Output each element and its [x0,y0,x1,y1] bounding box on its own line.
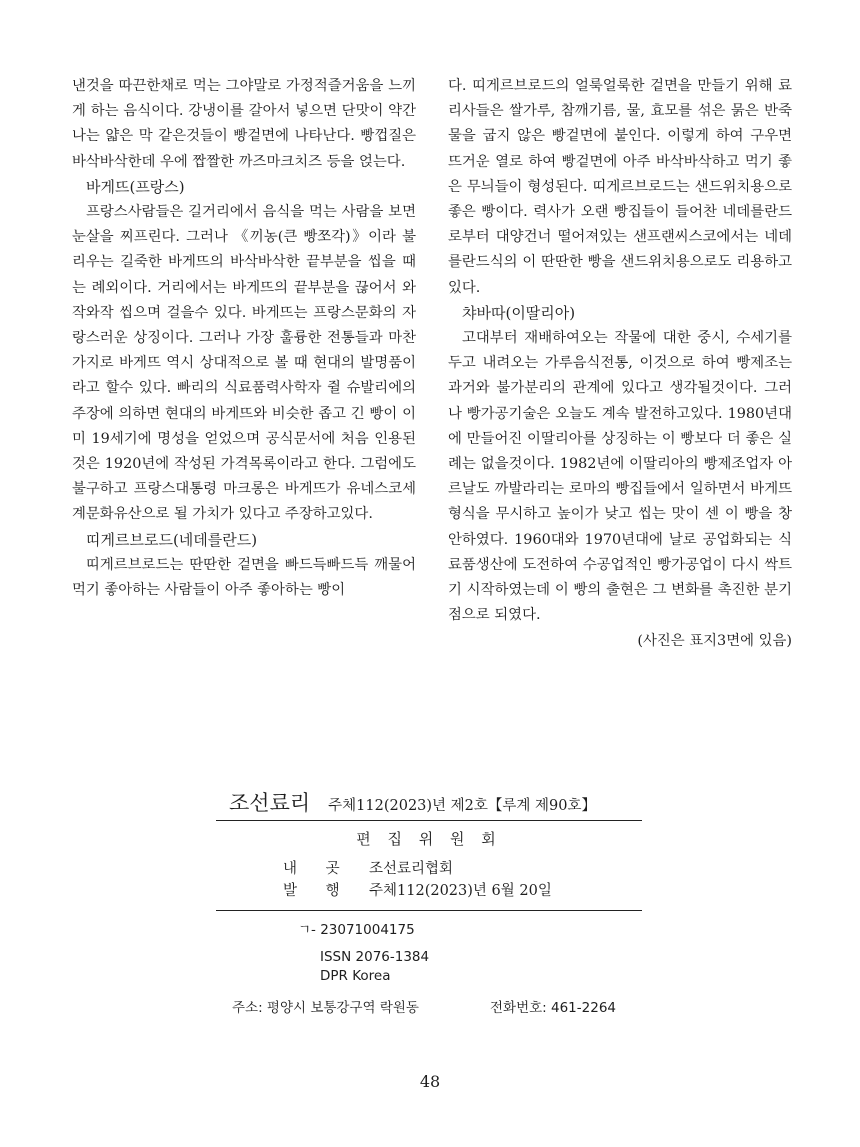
country: DPR Korea [320,968,391,984]
article-paragraph: 낸것을 따끈한채로 먹는 그야말로 가정적즐거움을 느끼게 하는 음식이다. 강냉이를 갈아서 넣으면 단맛이 약간 나는 얇은 막 같은것들이 빵겉면에 나타난다. 빵껍질은 바삭바삭한데 우에 짭짤한 까즈마크치즈 등을 얹는다. [72,78,416,170]
article-right-column [448,74,792,655]
registration-number: ㄱ- 23071004175 [298,922,415,938]
section-heading: 띠게르브로드(네데를란드) [86,530,258,549]
phone-number: 전화번호: 461-2264 [490,1000,616,1016]
publish-date-row [283,879,552,900]
page-number: 48 [419,1072,441,1091]
masthead [229,787,641,817]
article-paragraph: 다. 띠게르브로드의 얼룩얼룩한 겉면을 만들기 위해 료리사들은 쌀가루, 참깨기름, 물, 효모를 섞은 묽은 반죽물을 굽지 않은 빵겉면에 붙인다. 이렇게 하여 구우면 뜨거운 열로 하여 빵겉면에 아주 바삭바삭하고 먹기 좋은 무늬들이 형성된다. 띠게르브로드는 샌드위치용으로 좋은 빵이다. 력사가 오랜 빵집들이 들어찬 네데를란드로부터 대양건너 떨어져있는 샌프랜씨스코에서는 네데를란드식의 이 딴딴한 빵을 샌드위치용으로도 리용하고있다. [448,78,792,296]
publisher-row [283,857,453,878]
article-paragraph: 고대부터 재배하여오는 작물에 대한 중시, 수세기를 두고 내려오는 가루음식전통, 이것으로 하여 빵제조는 과거와 불가분리의 관계에 있다고 생각될것이다. 그러나 빵가공기술은 오늘도 계속 발전하고있다. 1980년대에 만들어진 이딸리아를 상징하는 이 빵보다 더 좋은 실례는 없을것이다. 1982년에 이딸리아의 빵제조업자 아르날도 까발라리는 로마의 빵집들에서 일하면서 바게뜨형식을 무시하고 높이가 낮고 씹는 맛이 센 이 빵을 창안하였다. 1960대와 1970년대에 날로 공업화되는 식료품생산에 도전하여 수공업적인 빵가공업이 다시 싹트기 시작하였는데 이 빵의 출현은 그 변화를 촉진한 분기점으로 되였다. [448,330,792,624]
article-left-column [72,74,416,603]
article-paragraph: 프랑스사람들은 길거리에서 음식을 먹는 사람을 보면 눈살을 찌프린다. 그러나 《끼농(큰 빵쪼각)》이라 불리우는 길죽한 바게뜨의 바삭바삭한 끝부분을 씹을 때는 례외이다. 거리에서는 바게뜨의 끝부분을 끊어서 와작와작 씹으며 걸을수 있다. 바게뜨는 프랑스문화의 자랑스러운 상징이다. 그러나 가장 훌륭한 전통들과 마찬가지로 바게뜨 역시 상대적으로 볼 때 현대의 발명품이라고 할수 있다. 빠리의 식료품력사학자 쥘 슈발리에의 주장에 의하면 현대의 바게뜨와 비슷한 좁고 긴 빵이 이미 19세기에 명성을 얻었으며 공식문서에 처음 인용된것은 1920년에 작성된 가격목록이라고 한다. 그럼에도 불구하고 프랑스대통령 마크롱은 바게뜨가 유네스코세계문화유산으로 될 가치가 있다고 주장하고있다. [72,204,416,523]
publisher-label: 내 곳 [283,861,352,877]
publisher-value: 조선료리협회 [369,861,454,877]
masthead-bottom-rule [216,910,642,911]
editorial-committee: 편 집 위 원 회 [356,830,502,848]
issue-info: 주체112(2023)년 제2호【루계 제90호】 [328,798,597,814]
masthead-top-rule [216,820,642,821]
magazine-name: 조선료리 [229,791,311,815]
section-heading: 챠바따(이딸리아) [462,303,576,322]
publish-date-label: 발 행 [283,883,352,899]
address: 주소: 평양시 보통강구역 락원동 [232,1000,419,1016]
article-paragraph: 띠게르브로드는 딴딴한 겉면을 빠드득빠드득 깨물어먹기 좋아하는 사람들이 아주 좋아하는 빵이 [72,556,416,599]
masthead-title-row [229,787,641,817]
photo-caption: (사진은 표지3면에 있음) [637,633,792,650]
publish-date-value: 주체112(2023)년 6월 20일 [369,883,552,899]
section-heading: 바게뜨(프랑스) [86,177,185,196]
issn: ISSN 2076-1384 [320,949,430,965]
